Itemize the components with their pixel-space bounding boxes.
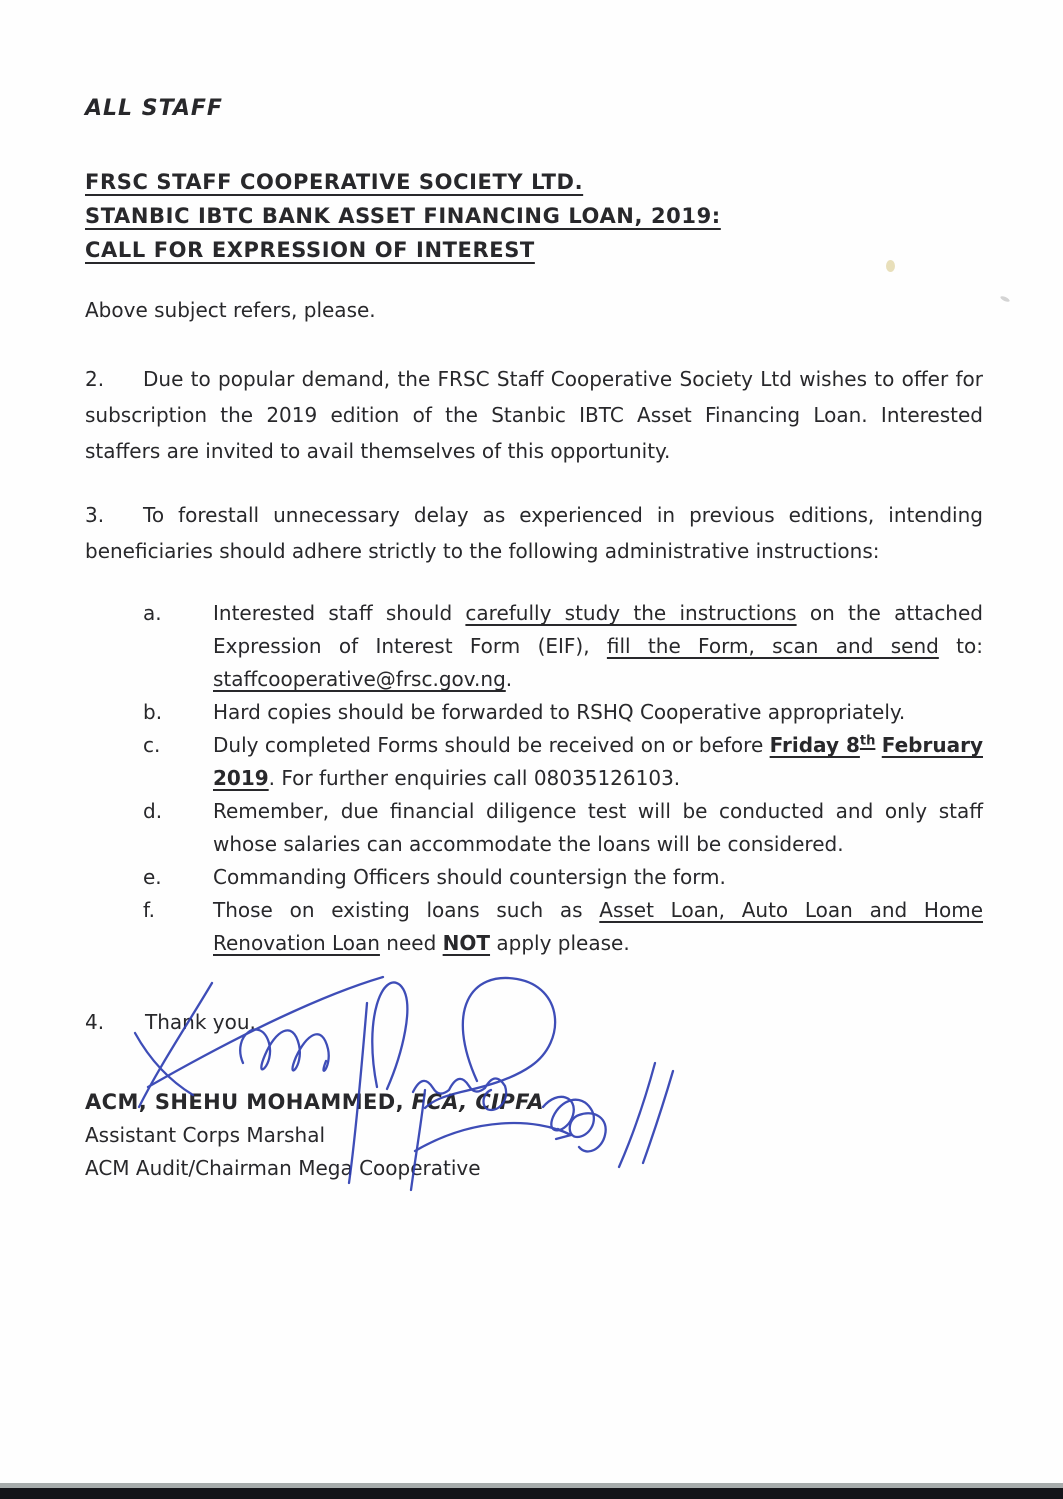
text-segment: NOT: [442, 931, 491, 955]
text-segment: on the attached Expression of Interest Form (EIF),: [213, 601, 983, 658]
salutation-line: Above subject refers, please.: [85, 298, 376, 322]
closing-text: Thank you.: [145, 1010, 256, 1034]
paragraph-text: [85, 503, 983, 563]
paragraph-3: [85, 497, 983, 569]
signatory-role: ACM Audit/Chairman Mega Cooperative: [85, 1156, 481, 1180]
text-segment: Interested staff should: [213, 601, 466, 625]
text-segment: .: [505, 667, 513, 691]
text-segment: th: [859, 733, 876, 749]
instruction-list: [143, 597, 983, 960]
text-segment: Asset Loan, Auto Loan and Home Renovation Loan: [213, 898, 983, 955]
paragraph-number: 2.: [85, 367, 105, 391]
text-segment: Those on existing loans such as: [213, 898, 600, 922]
text-segment: fill the Form, scan and send: [606, 634, 939, 658]
list-item-text: [213, 795, 983, 861]
heading-line-text: FRSC STAFF COOPERATIVE SOCIETY LTD.: [85, 170, 584, 194]
paragraph-number: 4.: [85, 1010, 105, 1034]
paragraph-text: [85, 367, 983, 463]
scan-smudge: [886, 260, 895, 272]
text-segment: Duly completed Forms should be received on or before: [213, 733, 770, 757]
list-item-e: [143, 861, 983, 894]
list-item-a: [143, 597, 983, 696]
text-segment: To forestall unnecessary delay as experienced in previous editions, intending beneficiaries should adhere strictly to the following administrative instructions:: [85, 503, 983, 563]
heading-line: [85, 233, 983, 267]
paragraph-number: 3.: [85, 503, 105, 527]
text-segment: Friday 8: [769, 733, 860, 757]
heading-line: [85, 199, 983, 233]
signatory-name: [85, 1086, 983, 1119]
scan-smudge: [1000, 295, 1011, 303]
list-item-f: [143, 894, 983, 960]
text-segment: Remember, due financial diligence test will be conducted and only staff whose salaries can accommodate the loans will be considered.: [213, 799, 983, 856]
closing-line: [85, 1010, 983, 1034]
scan-bar-rect: [0, 1488, 1063, 1499]
list-item-text: [213, 894, 983, 960]
paragraph-2: [85, 361, 983, 469]
list-item-letter: e.: [143, 865, 162, 889]
list-item-letter: d.: [143, 799, 163, 823]
signature-stroke: [240, 1030, 329, 1071]
list-item-text: [213, 597, 983, 696]
list-item-letter: b.: [143, 700, 163, 724]
list-item-letter: f.: [143, 898, 155, 922]
signature-stroke: [372, 982, 407, 1089]
text-segment: need: [379, 931, 443, 955]
text-segment: ACM, SHEHU MOHAMMED,: [85, 1090, 412, 1114]
list-item-letter: c.: [143, 733, 161, 757]
heading-line: [85, 165, 983, 199]
text-segment: carefully study the instructions: [465, 601, 797, 625]
text-segment: staffcooperative@frsc.gov.ng: [213, 667, 506, 691]
text-segment: Due to popular demand, the FRSC Staff Cooperative Society Ltd wishes to offer for subscription the 2019 edition of the Stanbic IBTC Asset Financing Loan. Interested staffers are invited to avail themselves of this opportunity.: [85, 367, 983, 463]
list-item-text: [213, 729, 983, 795]
text-segment: FCA, CIPFA: [411, 1090, 544, 1114]
recipient-line: ALL STAFF: [85, 96, 223, 121]
list-item-b: [143, 696, 983, 729]
list-item-letter: a.: [143, 601, 162, 625]
list-item-c: [143, 729, 983, 795]
text-segment: February 2019: [213, 733, 983, 790]
signatory-rank: Assistant Corps Marshal: [85, 1123, 326, 1147]
heading-line-text: CALL FOR EXPRESSION OF INTEREST: [85, 238, 535, 262]
heading-line-text: STANBIC IBTC BANK ASSET FINANCING LOAN, 2019:: [85, 204, 721, 228]
text-segment: Commanding Officers should countersign the form.: [213, 865, 726, 889]
text-segment: . For further enquiries call 08035126103.: [268, 766, 681, 790]
text-segment: Hard copies should be forwarded to RSHQ Cooperative appropriately.: [213, 700, 906, 724]
text-segment: apply please.: [490, 931, 630, 955]
subject-heading: [85, 165, 983, 267]
scan-artifact-bottom-bar: [0, 1488, 1063, 1499]
text-segment: to:: [938, 634, 983, 658]
list-item-d: [143, 795, 983, 861]
list-item-text: [213, 696, 983, 729]
list-item-text: [213, 861, 983, 894]
signature-block: [85, 1086, 983, 1185]
